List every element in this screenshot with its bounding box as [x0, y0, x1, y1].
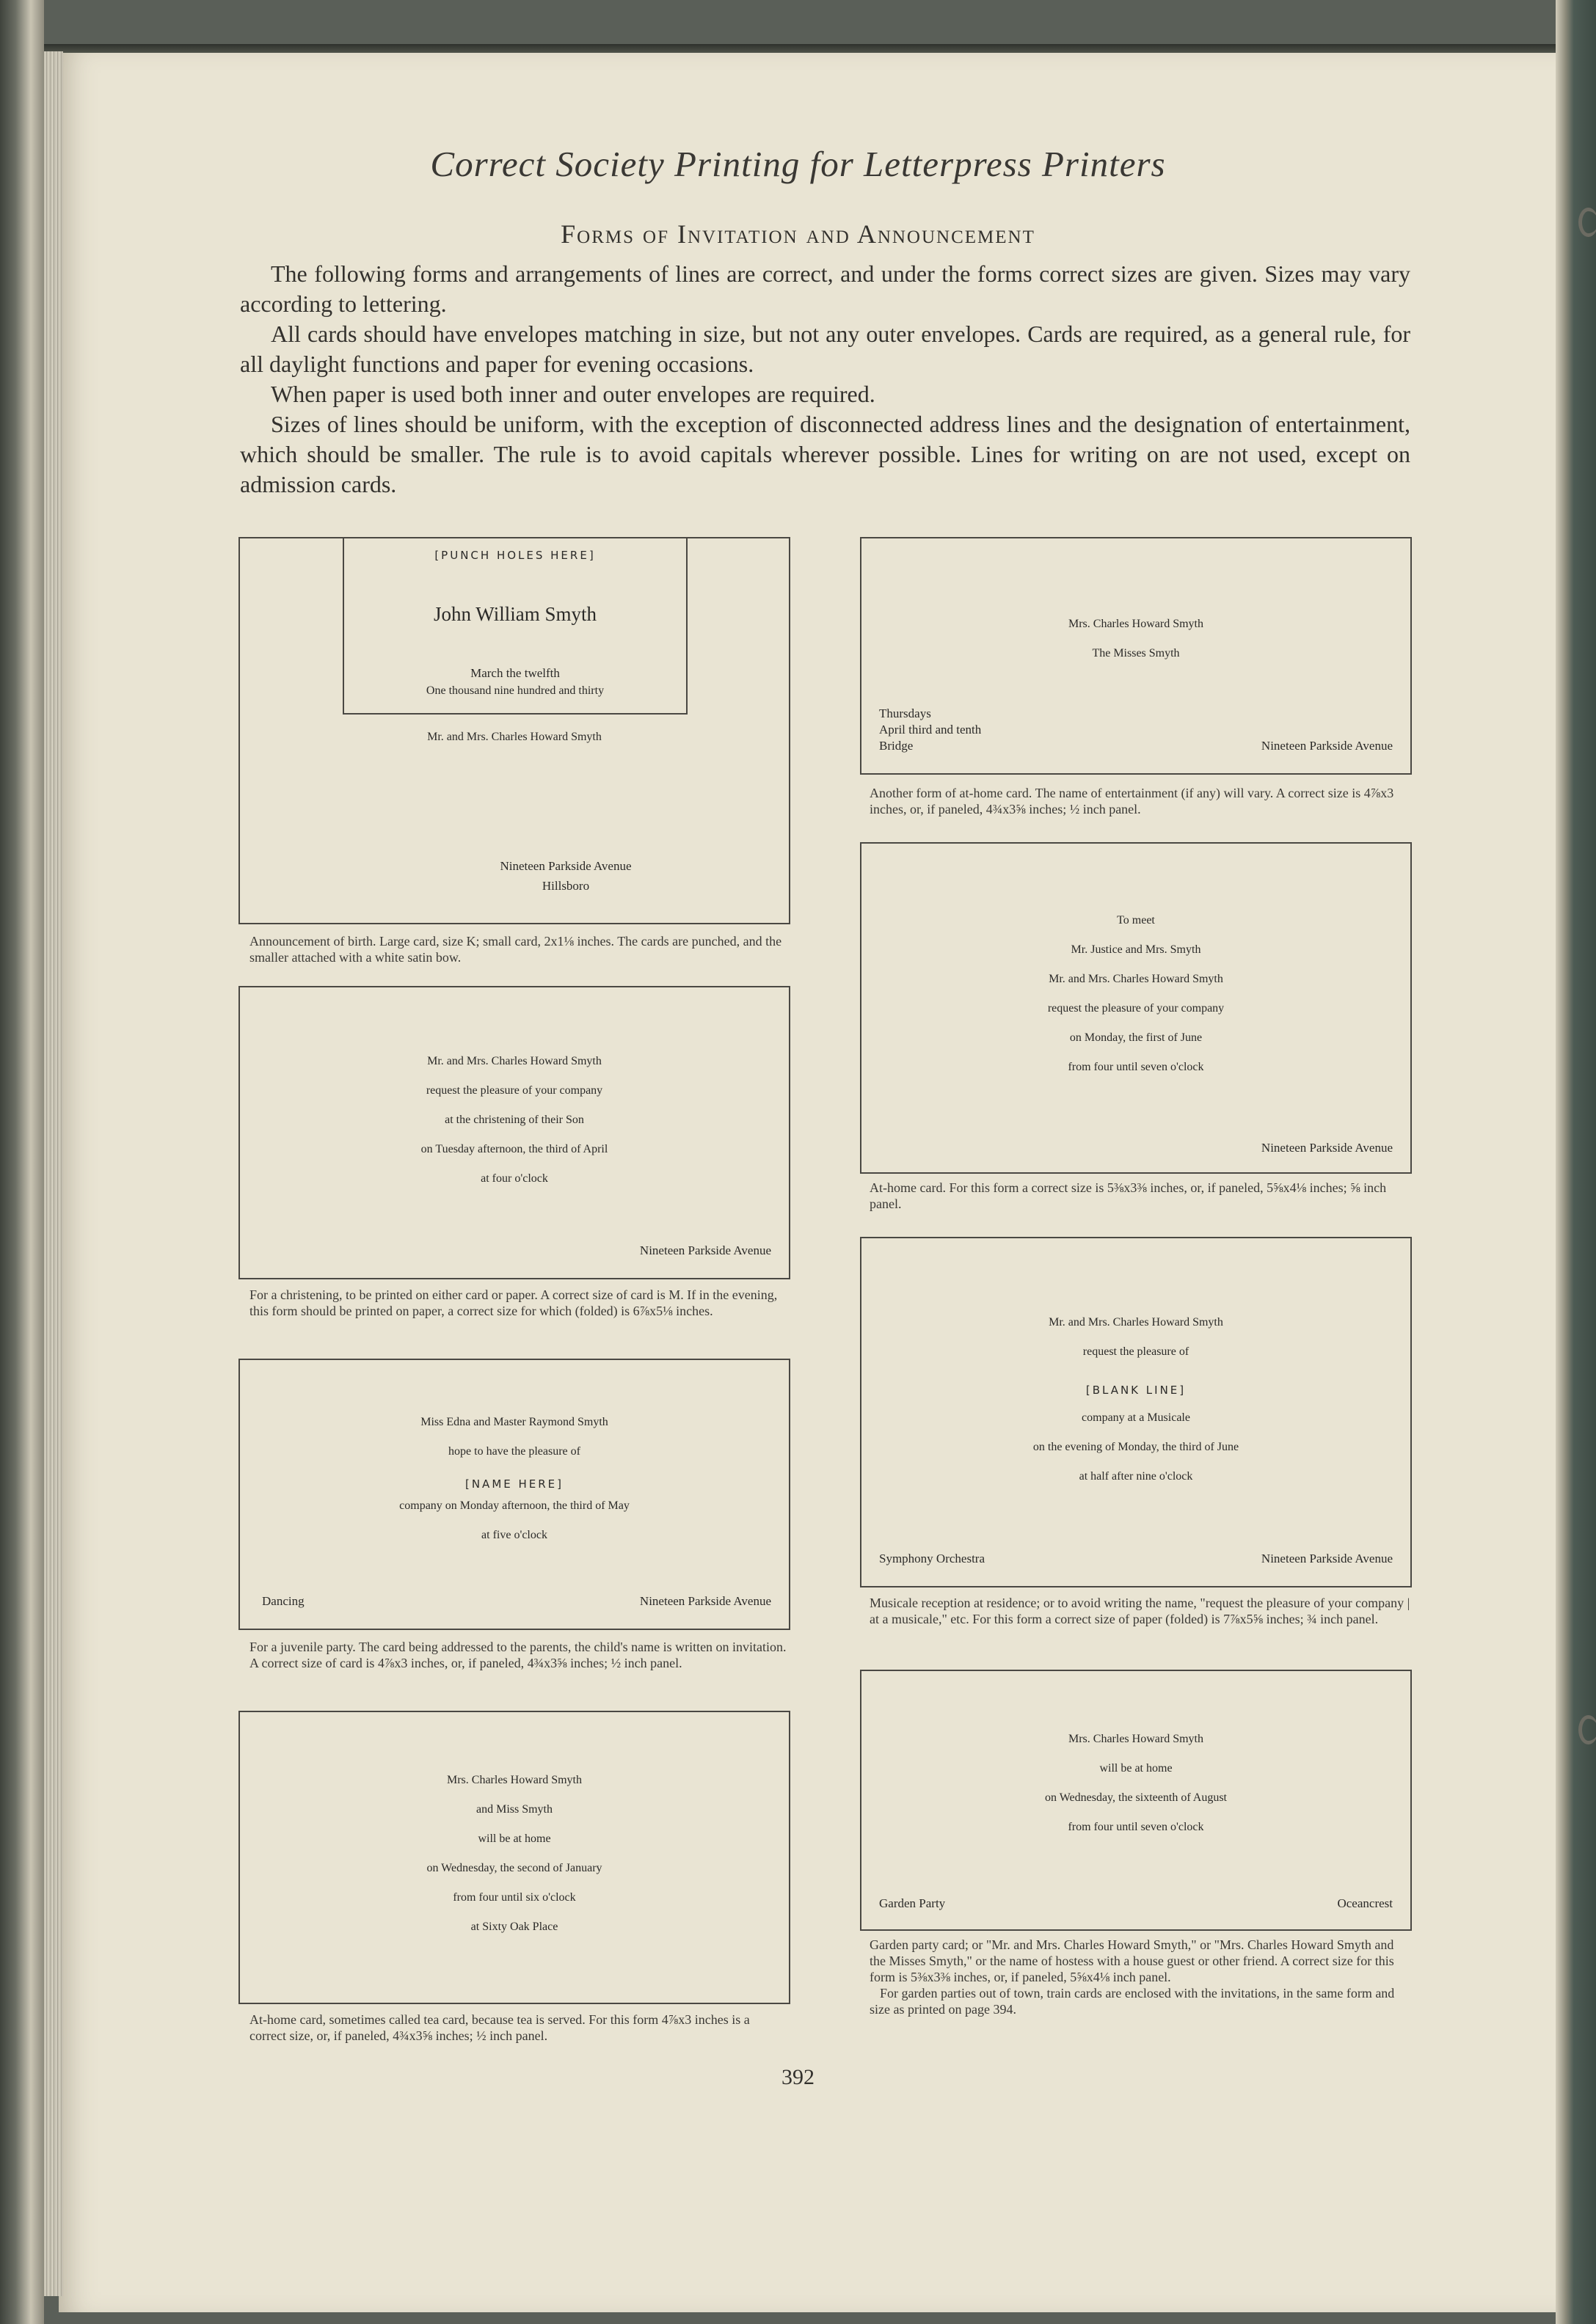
intro-paragraph: When paper is used both inner and outer envelopes are required. — [271, 381, 875, 407]
caption: Musicale reception at residence; or to avoid writing the name, "request the pleasure of your company | at a musicale," etc. For this form a correct size of paper (folded) is 7⅞x5⅝ inches; ¾ inch panel. — [870, 1596, 1410, 1626]
section-title: Forms of Invitation and Announcement — [561, 219, 1035, 249]
card-line: at the christening of their Son — [445, 1114, 584, 1126]
at-home-bridge-card — [860, 537, 1412, 775]
card-line: at Sixty Oak Place — [470, 1921, 558, 1933]
card-line: Mr. Justice and Mrs. Smyth — [1071, 943, 1201, 956]
birth-date-line: March the twelfth — [470, 666, 560, 680]
card-line: Mr. and Mrs. Charles Howard Smyth — [1049, 973, 1223, 985]
caption: Another form of at-home card. The name of entertainment (if any) will vary. A correct size is 4⅞x3 inches, or, if paneled, 4¾x3⅝ inches; ½ inch panel. — [870, 786, 1394, 816]
card-line: The Misses Smyth — [1092, 647, 1180, 659]
to-meet-card — [860, 842, 1412, 1174]
tea-card — [238, 1711, 790, 2004]
juvenile-party-card — [238, 1359, 790, 1630]
card-line: at half after nine o'clock — [1079, 1470, 1193, 1483]
card-line: Mr. and Mrs. Charles Howard Smyth — [1049, 1316, 1223, 1329]
entertainment-line: Symphony Orchestra — [879, 1552, 985, 1565]
blank-line-note: [BLANK LINE] — [1085, 1384, 1187, 1397]
card-line: on Wednesday, the second of January — [426, 1862, 602, 1874]
entertainment-line: Garden Party — [879, 1896, 946, 1910]
small-attached-card — [343, 538, 688, 715]
intro-paragraph: Sizes of lines should be uniform, with the exception of disconnected address lines and the designation of entertainment, which should be smaller. The rule is to avoid capitals wherever possible. Lines for writing on are not used, except on admission cards. — [240, 411, 1410, 497]
binding-clip-icon — [1574, 1709, 1596, 1743]
caption-paragraph: For garden parties out of town, train cards are enclosed with the invitations, in the same form and size as printed on page 394. — [870, 1986, 1395, 2017]
intro-paragraph: All cards should have envelopes matching in size, but not any outer envelopes. Cards are required, as a general rule, for all daylight functions and paper for evening occasions. — [240, 321, 1410, 377]
address-line: Nineteen Parkside Avenue — [639, 1594, 771, 1608]
address-line: Nineteen Parkside Avenue — [1261, 1141, 1393, 1155]
address-line: Nineteen Parkside Avenue — [639, 1243, 771, 1257]
page-number: 392 — [781, 2065, 815, 2089]
caption: At-home card. For this form a correct size is 5⅜x3⅜ inches, or, if paneled, 5⅝x4⅛ inches; ⅝ inch panel. — [870, 1180, 1387, 1211]
location-line: Oceancrest — [1337, 1896, 1393, 1910]
card-line: Miss Edna and Master Raymond Smyth — [420, 1416, 608, 1428]
baby-name: John William Smyth — [434, 603, 597, 625]
name-here-note: [NAME HERE] — [464, 1477, 564, 1491]
card-line: request the pleasure of your company — [426, 1084, 603, 1097]
christening-card — [238, 986, 790, 1279]
caption: For a christening, to be printed on either card or paper. A correct size of card is M. If in the evening, this form should be printed on paper, a correct size for which (folded) is 6⅞x5⅛ inches. — [249, 1287, 778, 1318]
card-line: at five o'clock — [481, 1529, 547, 1541]
card-line: on Monday, the first of June — [1069, 1031, 1203, 1044]
card-line: at four o'clock — [481, 1172, 548, 1185]
caption: Announcement of birth. Large card, size K; small card, 2x1⅛ inches. The cards are punched, and the smaller attached with a white satin bow. — [249, 934, 782, 965]
dates-line: April third and tenth — [879, 723, 982, 737]
book-spine — [0, 0, 44, 2324]
card-line: request the pleasure of your company — [1047, 1002, 1225, 1015]
card-line: from four until six o'clock — [453, 1891, 576, 1904]
address-line: Nineteen Parkside Avenue — [500, 859, 632, 873]
birth-year-line: One thousand nine hundred and thirty — [426, 684, 605, 697]
card-line: will be at home — [1099, 1762, 1173, 1775]
garden-party-card — [860, 1670, 1412, 1931]
parents-name: Mr. and Mrs. Charles Howard Smyth — [427, 731, 602, 743]
card-line: on Tuesday afternoon, the third of April — [420, 1143, 608, 1155]
birth-announcement-card — [238, 537, 790, 924]
card-line: from four until seven o'clock — [1068, 1821, 1204, 1833]
card-line: from four until seven o'clock — [1068, 1061, 1204, 1073]
card-line: request the pleasure of — [1082, 1345, 1189, 1358]
page-stack-edge — [44, 51, 63, 2296]
card-line: Mrs. Charles Howard Smyth — [1068, 618, 1203, 630]
town-line: Hillsboro — [542, 879, 590, 893]
punch-holes-note: [PUNCH HOLES HERE] — [434, 549, 596, 562]
address-line: Nineteen Parkside Avenue — [1261, 1552, 1393, 1565]
card-line: company on Monday afternoon, the third of May — [399, 1499, 630, 1512]
card-line: To meet — [1117, 914, 1155, 927]
book-cover-right — [1556, 0, 1596, 2324]
caption: At-home card, sometimes called tea card, because tea is served. For this form 4⅞x3 inches is a correct size, or, if paneled, 4¾x3⅝ inches; ½ inch panel. — [249, 2012, 750, 2043]
intro-paragraph: The following forms and arrangements of lines are correct, and under the forms correct sizes are given. Sizes may vary according to lettering. — [240, 260, 1410, 317]
entertainment-line: Dancing — [262, 1594, 305, 1608]
musicale-card — [860, 1237, 1412, 1587]
card-line: Mrs. Charles Howard Smyth — [1068, 1733, 1203, 1745]
intro-text — [240, 259, 1410, 500]
card-line: and Miss Smyth — [475, 1803, 553, 1816]
address-line: Nineteen Parkside Avenue — [1261, 739, 1393, 753]
card-line: on the evening of Monday, the third of June — [1032, 1441, 1239, 1453]
running-head: Correct Society Printing for Letterpress Printers — [430, 144, 1166, 184]
days-line: Thursdays — [879, 706, 931, 720]
caption-paragraph: Garden party card; or "Mr. and Mrs. Charles Howard Smyth," or "Mrs. Charles Howard Smyth and the Misses Smyth," or the name of hostess with a house guest or other friend. A correct size for this form is 5⅜x3⅜ inches, or, if paneled, 5⅝x4⅛ inch panel. — [870, 1937, 1394, 1984]
card-line: on Wednesday, the sixteenth of August — [1044, 1791, 1227, 1804]
card-line: Mr. and Mrs. Charles Howard Smyth — [427, 1055, 602, 1067]
card-line: Mrs. Charles Howard Smyth — [447, 1774, 582, 1786]
caption: For a juvenile party. The card being addressed to the parents, the child's name is written on invitation. A correct size of card is 4⅞x3 inches, or, if paneled, 4¾x3⅝ inches; ½ inch panel. — [249, 1640, 787, 1670]
card-line: hope to have the pleasure of — [448, 1445, 580, 1458]
entertainment-line: Bridge — [879, 739, 914, 753]
caption — [870, 1937, 1413, 2017]
card-line: will be at home — [478, 1832, 551, 1845]
card-line: company at a Musicale — [1082, 1411, 1190, 1424]
